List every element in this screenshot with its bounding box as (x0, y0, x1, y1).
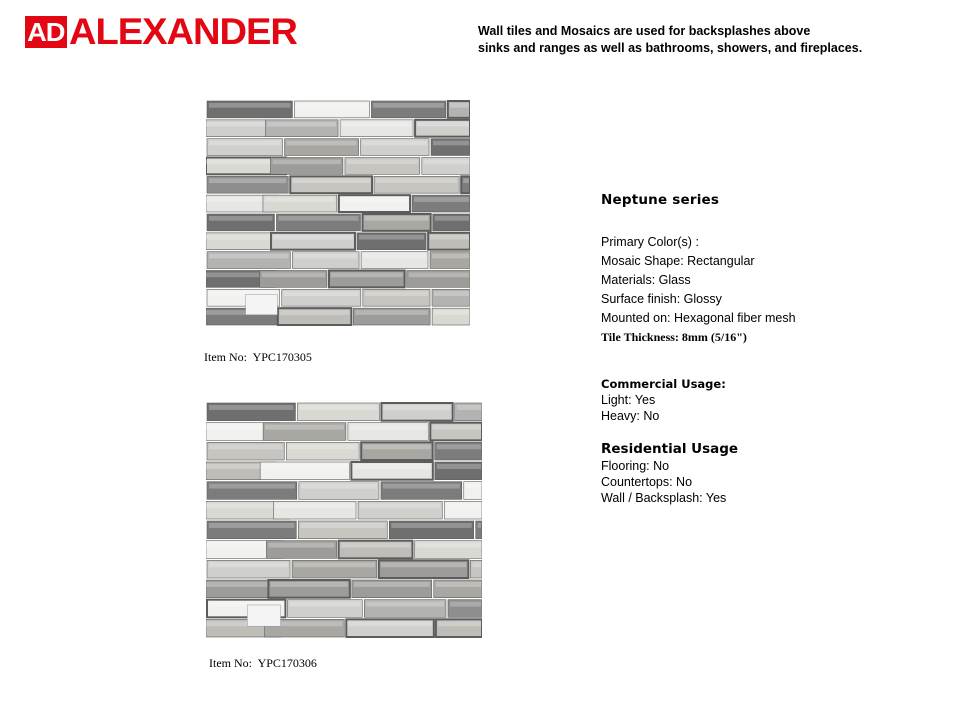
mosaic-image-ypc170305 (206, 100, 470, 326)
tagline-line-1: Wall tiles and Mosaics are used for backsplashes above (478, 24, 811, 38)
tagline-line-2: sinks and ranges as well as bathrooms, showers, and fireplaces. (478, 41, 863, 55)
spec-tile-thickness: Tile Thickness: 8mm (5/16") (601, 330, 747, 344)
residential-countertops: Countertops: No (601, 475, 693, 489)
commercial-light: Light: Yes (601, 393, 656, 407)
header-tagline (478, 23, 948, 57)
item-label: Item No: (209, 656, 252, 670)
spec-surface-finish: Surface finish: Glossy (601, 292, 722, 306)
spec-primary-color: Primary Color(s) : (601, 235, 699, 249)
residential-wall: Wall / Backsplash: Yes (601, 491, 727, 505)
brand-logo-word: ALEXANDER (68, 11, 297, 52)
brand-logo (26, 11, 297, 52)
spec-mosaic-shape: Mosaic Shape: Rectangular (601, 254, 755, 268)
mosaic-image-ypc170306 (206, 402, 482, 638)
spec-list (601, 233, 941, 347)
item-label: Item No: (204, 350, 247, 364)
item-code: YPC170306 (257, 656, 317, 670)
spec-mounted-on: Mounted on: Hexagonal fiber mesh (601, 311, 796, 325)
product-specs (601, 190, 941, 506)
item-number-ypc170306 (209, 656, 317, 671)
item-code: YPC170305 (252, 350, 312, 364)
residential-flooring: Flooring: No (601, 459, 670, 473)
commercial-heavy: Heavy: No (601, 409, 660, 423)
series-title: Neptune series (601, 192, 720, 208)
mosaic-tile-sheet (206, 100, 470, 326)
spec-materials: Materials: Glass (601, 273, 691, 287)
commercial-usage-heading: Commercial Usage: (601, 377, 726, 391)
mosaic-tile-sheet (206, 402, 482, 638)
item-number-ypc170305 (204, 350, 312, 365)
residential-usage-heading: Residential Usage (601, 441, 739, 457)
brand-logo-box: AD (25, 16, 67, 48)
